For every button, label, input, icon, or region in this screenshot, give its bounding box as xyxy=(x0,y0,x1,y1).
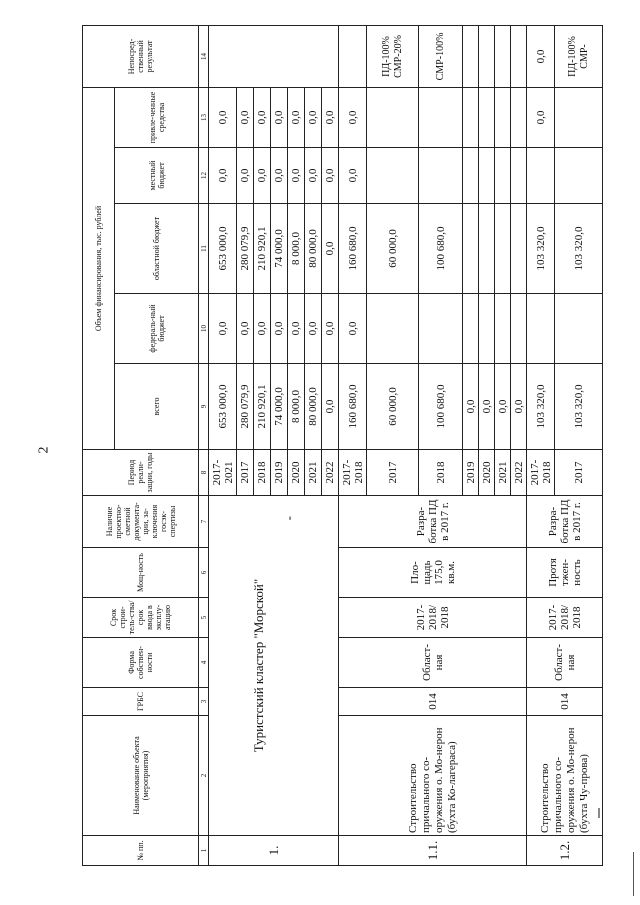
federal-cell: 0,0 xyxy=(209,294,237,364)
attracted-cell: 0,0 xyxy=(254,87,271,147)
header-col14: Непосред-ственный результат xyxy=(83,25,199,87)
cluster-number: 1. xyxy=(209,836,339,866)
local-cell: 0,0 xyxy=(322,148,339,204)
period-cell: 2018 xyxy=(254,450,271,496)
total-cell: 8 000,0 xyxy=(288,364,305,450)
header-col8: Период реали-зации, годы xyxy=(83,450,199,496)
regional-cell: 653 000,0 xyxy=(209,204,237,294)
regional-cell: 160 680,0 xyxy=(339,204,367,294)
attracted-cell: 0,0 xyxy=(209,87,237,147)
header-col1: № пп. xyxy=(83,836,199,866)
regional-cell: 103 320,0 xyxy=(555,204,603,294)
federal-cell xyxy=(555,294,603,364)
regional-cell: 103 320,0 xyxy=(527,204,555,294)
item-name: Строительство причального со-оружения о. Мо-нерон (бухта Ко-лагераса) xyxy=(339,716,527,836)
period-cell: 2017-2018 xyxy=(339,450,367,496)
col-number: 7 xyxy=(199,496,209,548)
federal-cell xyxy=(367,294,419,364)
cluster-name: Туристский кластер "Морской" xyxy=(250,578,266,753)
header-col5: Срок строи-тель-ства/ срок ввода в эксплу-атацию xyxy=(83,598,199,638)
regional-cell: 60 000,0 xyxy=(367,204,419,294)
table-row xyxy=(339,25,367,865)
ownership-cell: Област-ная xyxy=(339,638,527,688)
attracted-cell: 0,0 xyxy=(322,87,339,147)
local-cell xyxy=(527,148,555,204)
power-cell: Пло-щадь 175,0 кв.м. xyxy=(339,548,527,598)
col-number: 8 xyxy=(199,450,209,496)
total-cell: 0,0 xyxy=(463,364,479,450)
psd-cell: Разра-ботка ПД в 2017 г. xyxy=(339,496,527,548)
total-cell: 74 000,0 xyxy=(271,364,288,450)
federal-cell: 0,0 xyxy=(322,294,339,364)
total-cell: 60 000,0 xyxy=(367,364,419,450)
federal-cell: 0,0 xyxy=(288,294,305,364)
result-cell: ПД-100% СМР-20% xyxy=(367,25,419,87)
cluster-dash: - xyxy=(280,516,296,521)
table-row xyxy=(527,25,555,865)
regional-cell: 280 079,9 xyxy=(237,204,254,294)
header-row-1 xyxy=(83,25,115,865)
grbs-cell: 014 xyxy=(527,688,603,716)
local-cell: 0,0 xyxy=(271,148,288,204)
attracted-cell: 0,0 xyxy=(288,87,305,147)
federal-cell xyxy=(419,294,463,364)
total-cell: 653 000,0 xyxy=(209,364,237,450)
column-number-row xyxy=(199,25,209,865)
scan-artifact-mark xyxy=(598,808,600,818)
total-cell: 80 000,0 xyxy=(305,364,322,450)
table-row xyxy=(209,25,237,865)
period-cell: 2017 xyxy=(237,450,254,496)
regional-cell: 8 000,0 xyxy=(288,204,305,294)
period-cell: 2022 xyxy=(322,450,339,496)
header-col12: местный бюджет xyxy=(115,148,199,204)
header-col13: привле-ченные средства xyxy=(115,87,199,147)
header-col3: ГРБС xyxy=(83,688,199,716)
col-number: 5 xyxy=(199,598,209,638)
col-number: 6 xyxy=(199,548,209,598)
col-number: 10 xyxy=(199,294,209,364)
federal-cell: 0,0 xyxy=(237,294,254,364)
total-cell: 280 079,9 xyxy=(237,364,254,450)
regional-cell: 210 920,1 xyxy=(254,204,271,294)
result-cell: ПД-100% СМР- xyxy=(555,25,603,87)
header-col7: Наличие проектно-сметной документа-ции, за-ключения госэк-спертизы xyxy=(83,496,199,548)
header-financing-group: Объем финансирования, тыс. рублей xyxy=(83,87,115,449)
local-cell: 0,0 xyxy=(339,148,367,204)
result-cell xyxy=(209,25,339,87)
term-cell: 2017-2018/ 2018 xyxy=(527,598,603,638)
period-cell: 2017-2021 xyxy=(209,450,237,496)
ownership-cell: Област-ная xyxy=(527,638,603,688)
total-cell: 0,0 xyxy=(495,364,511,450)
federal-cell xyxy=(527,294,555,364)
period-cell: 2020 xyxy=(288,450,305,496)
total-cell: 100 680,0 xyxy=(419,364,463,450)
col-number: 12 xyxy=(199,148,209,204)
col-number: 9 xyxy=(199,364,209,450)
period-cell: 2021 xyxy=(305,450,322,496)
period-cell: 2021 xyxy=(495,450,511,496)
regional-cell: 80 000,0 xyxy=(305,204,322,294)
federal-cell: 0,0 xyxy=(305,294,322,364)
col-number: 2 xyxy=(199,716,209,836)
item-number: 1.1. xyxy=(339,836,527,866)
period-cell: 2020 xyxy=(479,450,495,496)
header-col9: всего xyxy=(115,364,199,450)
result-cell: СМР-100% xyxy=(419,25,463,87)
col-number: 3 xyxy=(199,688,209,716)
local-cell xyxy=(367,148,419,204)
period-cell: 2019 xyxy=(463,450,479,496)
federal-cell: 0,0 xyxy=(339,294,367,364)
attracted-cell: 0,0 xyxy=(527,87,555,147)
regional-cell: 74 000,0 xyxy=(271,204,288,294)
col-number: 11 xyxy=(199,204,209,294)
period-cell: 2017 xyxy=(555,450,603,496)
attracted-cell: 0,0 xyxy=(271,87,288,147)
regional-cell: 100 680,0 xyxy=(419,204,463,294)
header-col2: Наименование объекта (мероприятия) xyxy=(83,716,199,836)
attracted-cell xyxy=(367,87,419,147)
power-cell: Протя тжен-ность xyxy=(527,548,603,598)
local-cell: 0,0 xyxy=(288,148,305,204)
total-cell: 0,0 xyxy=(479,364,495,450)
header-col11: областной бюджет xyxy=(115,204,199,294)
attracted-cell xyxy=(555,87,603,147)
local-cell xyxy=(555,148,603,204)
attracted-cell: 0,0 xyxy=(305,87,322,147)
header-col6: Мощ-ность xyxy=(83,548,199,598)
result-cell: 0,0 xyxy=(527,25,555,87)
financing-table xyxy=(82,25,603,866)
item-name: Строительство причального со-оружения о. Мо-нерон (бухта Чу-прова) xyxy=(527,716,603,836)
local-cell: 0,0 xyxy=(305,148,322,204)
cluster-name-cell xyxy=(209,496,339,836)
rotated-table-container xyxy=(82,26,590,866)
col-number: 1 xyxy=(199,836,209,866)
scan-artifact-line xyxy=(633,852,634,896)
col-number: 13 xyxy=(199,87,209,147)
total-cell: 210 920,1 xyxy=(254,364,271,450)
header-col10: федераль-ный бюджет xyxy=(115,294,199,364)
regional-cell: 0,0 xyxy=(322,204,339,294)
local-cell: 0,0 xyxy=(254,148,271,204)
item-number: 1.2. xyxy=(527,836,603,866)
col-number: 4 xyxy=(199,638,209,688)
federal-cell: 0,0 xyxy=(271,294,288,364)
attracted-cell xyxy=(419,87,463,147)
total-cell: 0,0 xyxy=(322,364,339,450)
total-cell: 160 680,0 xyxy=(339,364,367,450)
page-number: 2 xyxy=(36,446,52,454)
header-col4: Форма собствен-ности xyxy=(83,638,199,688)
period-cell: 2017-2018 xyxy=(527,450,555,496)
period-cell: 2017 xyxy=(367,450,419,496)
attracted-cell: 0,0 xyxy=(339,87,367,147)
local-cell: 0,0 xyxy=(209,148,237,204)
term-cell: 2017-2018/ 2018 xyxy=(339,598,527,638)
period-cell: 2022 xyxy=(511,450,527,496)
period-cell: 2019 xyxy=(271,450,288,496)
period-cell: 2018 xyxy=(419,450,463,496)
col-number: 14 xyxy=(199,25,209,87)
psd-cell: Разра-ботка ПД в 2017 г. xyxy=(527,496,603,548)
attracted-cell: 0,0 xyxy=(237,87,254,147)
federal-cell: 0,0 xyxy=(254,294,271,364)
local-cell: 0,0 xyxy=(237,148,254,204)
local-cell xyxy=(419,148,463,204)
total-cell: 103 320,0 xyxy=(555,364,603,450)
total-cell: 0,0 xyxy=(511,364,527,450)
result-cell xyxy=(339,25,367,87)
grbs-cell: 014 xyxy=(339,688,527,716)
total-cell: 103 320,0 xyxy=(527,364,555,450)
